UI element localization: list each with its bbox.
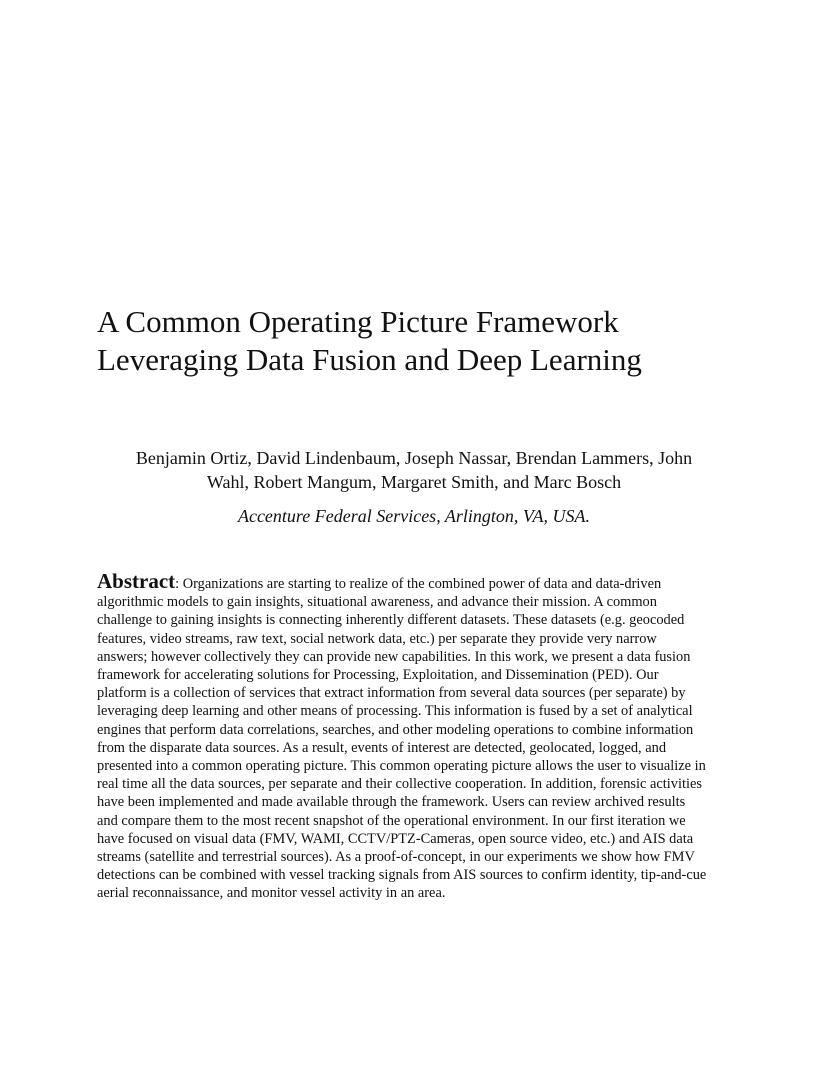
title-line: A Common Operating Picture Framework	[97, 304, 619, 339]
abstract-line: answers; however collectively they can provide new capabilities. In this work, we present a data fusion	[97, 648, 691, 665]
author-line: Wahl, Robert Mangum, Margaret Smith, and Marc Bosch	[206, 472, 622, 492]
abstract-line: algorithmic models to gain insights, situational awareness, and advance their mission. A common	[97, 594, 657, 611]
title-line: Leveraging Data Fusion and Deep Learning	[97, 342, 642, 377]
abstract-line: framework for accelerating solutions for Processing, Exploitation, and Dissemination (PED). Our	[97, 667, 659, 684]
author-line: Benjamin Ortiz, David Lindenbaum, Joseph Nassar, Brendan Lammers, John	[135, 448, 693, 468]
affiliation: Accenture Federal Services, Arlington, VA, USA.	[237, 506, 591, 526]
author-list	[90, 446, 738, 494]
abstract-line: challenge to gaining insights is connecting inherently different datasets. These datasets (e.g. geocoded	[97, 612, 685, 629]
abstract-line: leveraging deep learning and other means of processing. This information is fused by a set of analytical	[97, 703, 693, 720]
abstract-line: engines that perform data correlations, searches, and other modeling operations to combine information	[97, 721, 694, 738]
abstract-line: from the disparate data sources. As a result, events of interest are detected, geolocated, logged, and	[97, 739, 667, 756]
abstract	[97, 569, 737, 903]
abstract-line: real time all the data sources, per separate and their collective cooperation. In addition, forensic activities	[97, 776, 702, 793]
abstract-line: have focused on visual data (FMV, WAMI, CCTV/PTZ-Cameras, open source video, etc.) and AIS data	[97, 830, 694, 847]
abstract-line: aerial reconnaissance, and monitor vessel activity in an area.	[97, 885, 446, 902]
abstract-line	[97, 569, 737, 593]
paper-title	[97, 303, 757, 379]
abstract-line: have been implemented and made available through the framework. Users can review archived results	[97, 794, 686, 811]
abstract-heading: Abstract	[97, 569, 176, 593]
abstract-line-text: : Organizations are starting to realize of the combined power of data and data-driven	[175, 576, 662, 592]
abstract-line: and compare them to the most recent snapshot of the operational environment. In our first iteration we	[97, 812, 686, 829]
abstract-line: features, video streams, raw text, social network data, etc.) per separate they provide very narrow	[97, 630, 657, 647]
abstract-line: presented into a common operating picture. This common operating picture allows the user to visualize in	[97, 758, 706, 775]
abstract-line: streams (satellite and terrestrial sources). As a proof-of-concept, in our experiments we show how FMV	[97, 849, 695, 866]
abstract-line: detections can be combined with vessel tracking signals from AIS sources to confirm identity, tip-and-cue	[97, 867, 707, 884]
abstract-line: platform is a collection of services that extract information from several data sources (per separate) by	[97, 685, 686, 702]
